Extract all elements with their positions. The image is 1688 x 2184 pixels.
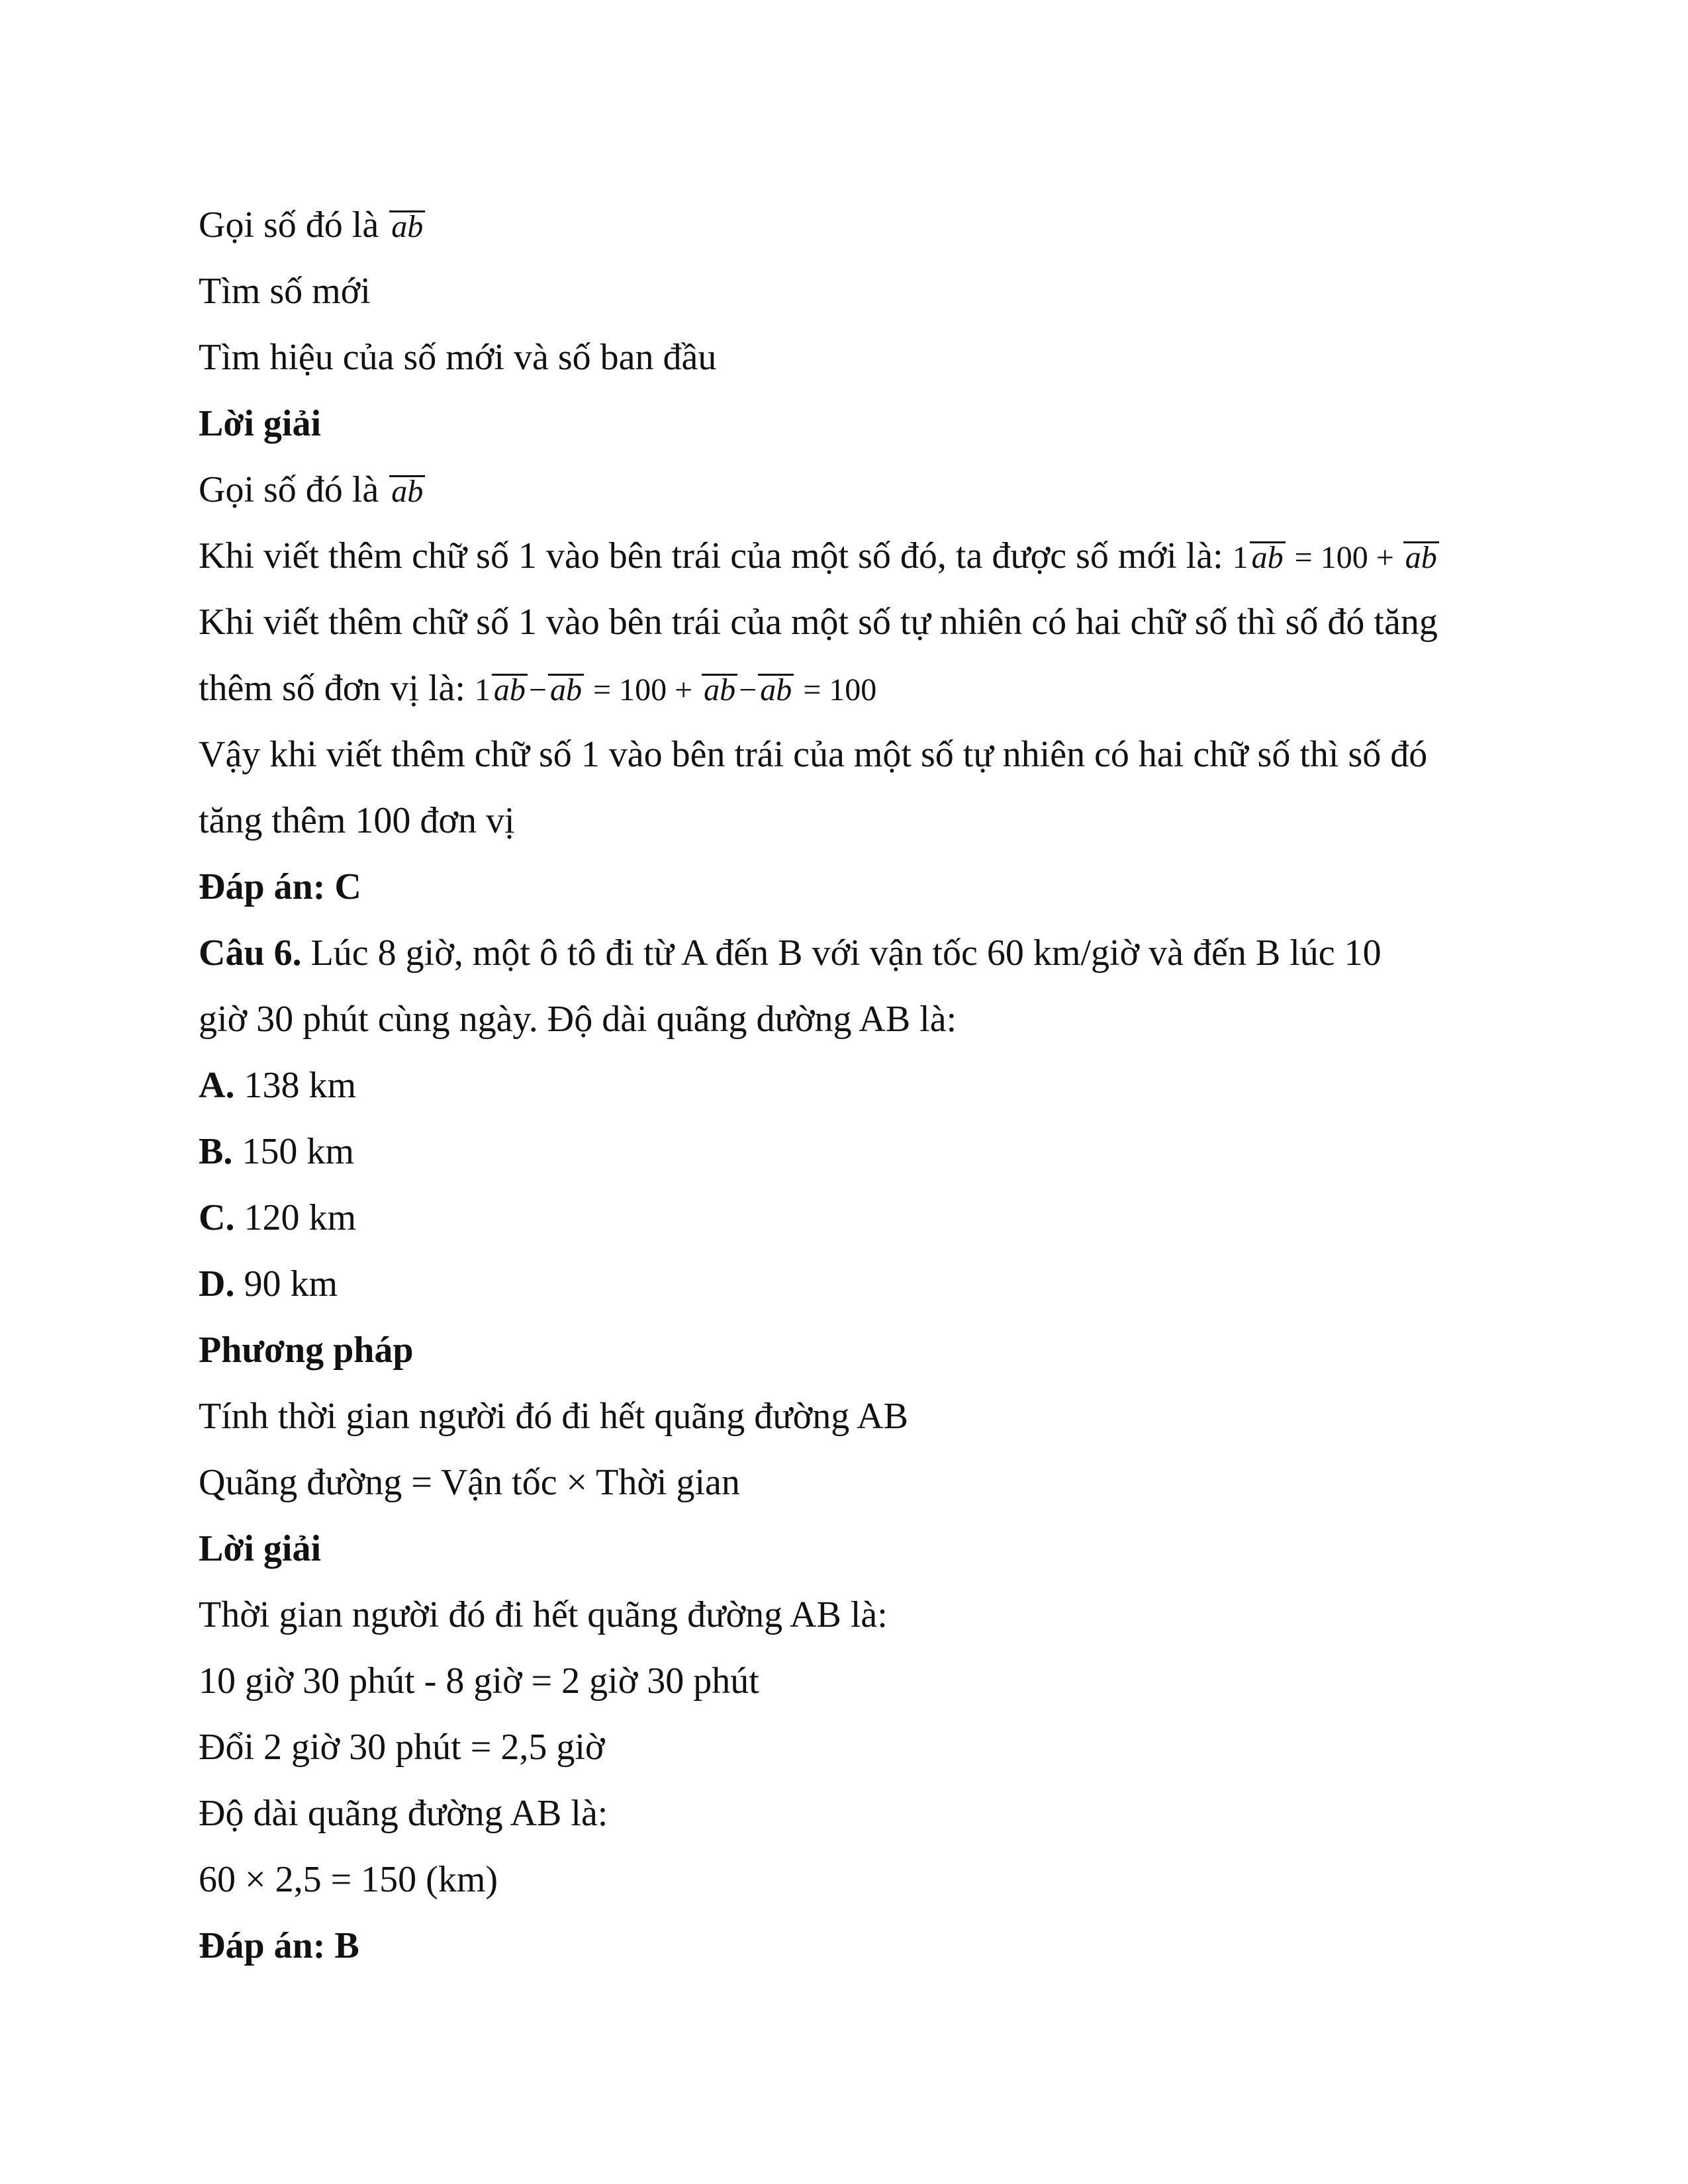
option-text: 138 km [244, 1065, 357, 1106]
document-page [199, 192, 1523, 1979]
overline-term: ab [758, 674, 794, 705]
text-line: tăng thêm 100 đơn vị [199, 800, 515, 841]
section-heading: Lời giải [199, 403, 322, 444]
line-text: Gọi số đó là [199, 469, 379, 510]
option-text: 120 km [244, 1197, 357, 1238]
answer-line: Đáp án: C [199, 866, 361, 907]
text-line: Tìm số mới [199, 271, 371, 312]
text-line: Quãng đường = Vận tốc × Thời gian [199, 1462, 740, 1503]
option-b [199, 1118, 1523, 1185]
option-d [199, 1251, 1523, 1317]
text-line [199, 523, 1523, 589]
section-heading: Lời giải [199, 1528, 322, 1569]
text-line: Đổi 2 giờ 30 phút = 2,5 giờ [199, 1727, 605, 1768]
option-label: A. [199, 1065, 235, 1106]
text-line [199, 192, 1523, 258]
text-line: Tìm hiệu của số mới và số ban đầu [199, 337, 717, 378]
overline-term: ab [1250, 541, 1286, 572]
text-line: Tính thời gian người đó đi hết quãng đường AB [199, 1396, 908, 1437]
text-line: giờ 30 phút cùng ngày. Độ dài quãng dường AB là: [199, 999, 957, 1040]
option-label: C. [199, 1197, 235, 1238]
text-line: Độ dài quãng đường AB là: [199, 1793, 608, 1834]
text-line [199, 655, 1523, 721]
option-text: 150 km [242, 1131, 354, 1172]
formula-new-number: 1 ab = 100 + ab [1233, 540, 1440, 575]
line-text: Khi viết thêm chữ số 1 vào bên trái của một số đó, ta được số mới là: [199, 535, 1223, 576]
text-line: Vậy khi viết thêm chữ số 1 vào bên trái của một số tự nhiên có hai chữ số thì số đó [199, 734, 1428, 775]
question-line [199, 920, 1523, 986]
text-line: 60 × 2,5 = 150 (km) [199, 1859, 498, 1900]
math-expression [388, 474, 426, 509]
question-text: Lúc 8 giờ, một ô tô đi từ A đến B với vận tốc 60 km/giờ và đến B lúc 10 [310, 933, 1382, 974]
math-expression [388, 209, 426, 244]
overline-term: ab [702, 674, 737, 705]
text-line [199, 457, 1523, 523]
answer-line: Đáp án: B [199, 1925, 359, 1966]
option-a [199, 1052, 1523, 1118]
option-label: B. [199, 1131, 233, 1172]
text-line: 10 giờ 30 phút - 8 giờ = 2 giờ 30 phút [199, 1661, 759, 1702]
overline-term: ab [1403, 541, 1439, 572]
text-line: Thời gian người đó đi hết quãng đường AB là: [199, 1594, 888, 1635]
option-text: 90 km [244, 1263, 338, 1304]
question-label: Câu 6. [199, 933, 302, 974]
overline-term: ab [389, 475, 425, 506]
overline-term: ab [548, 674, 584, 705]
option-c [199, 1185, 1523, 1251]
text-line: Khi viết thêm chữ số 1 vào bên trái của một số tự nhiên có hai chữ số thì số đó tăng [199, 602, 1438, 643]
option-label: D. [199, 1263, 235, 1304]
line-text: thêm số đơn vị là: [199, 668, 465, 709]
overline-term: ab [492, 674, 528, 705]
line-text: Gọi số đó là [199, 205, 379, 246]
formula-difference: 1 ab − ab = 100 + ab − ab = 100 [474, 672, 877, 707]
section-heading: Phương pháp [199, 1330, 414, 1371]
overline-term: ab [389, 210, 425, 242]
